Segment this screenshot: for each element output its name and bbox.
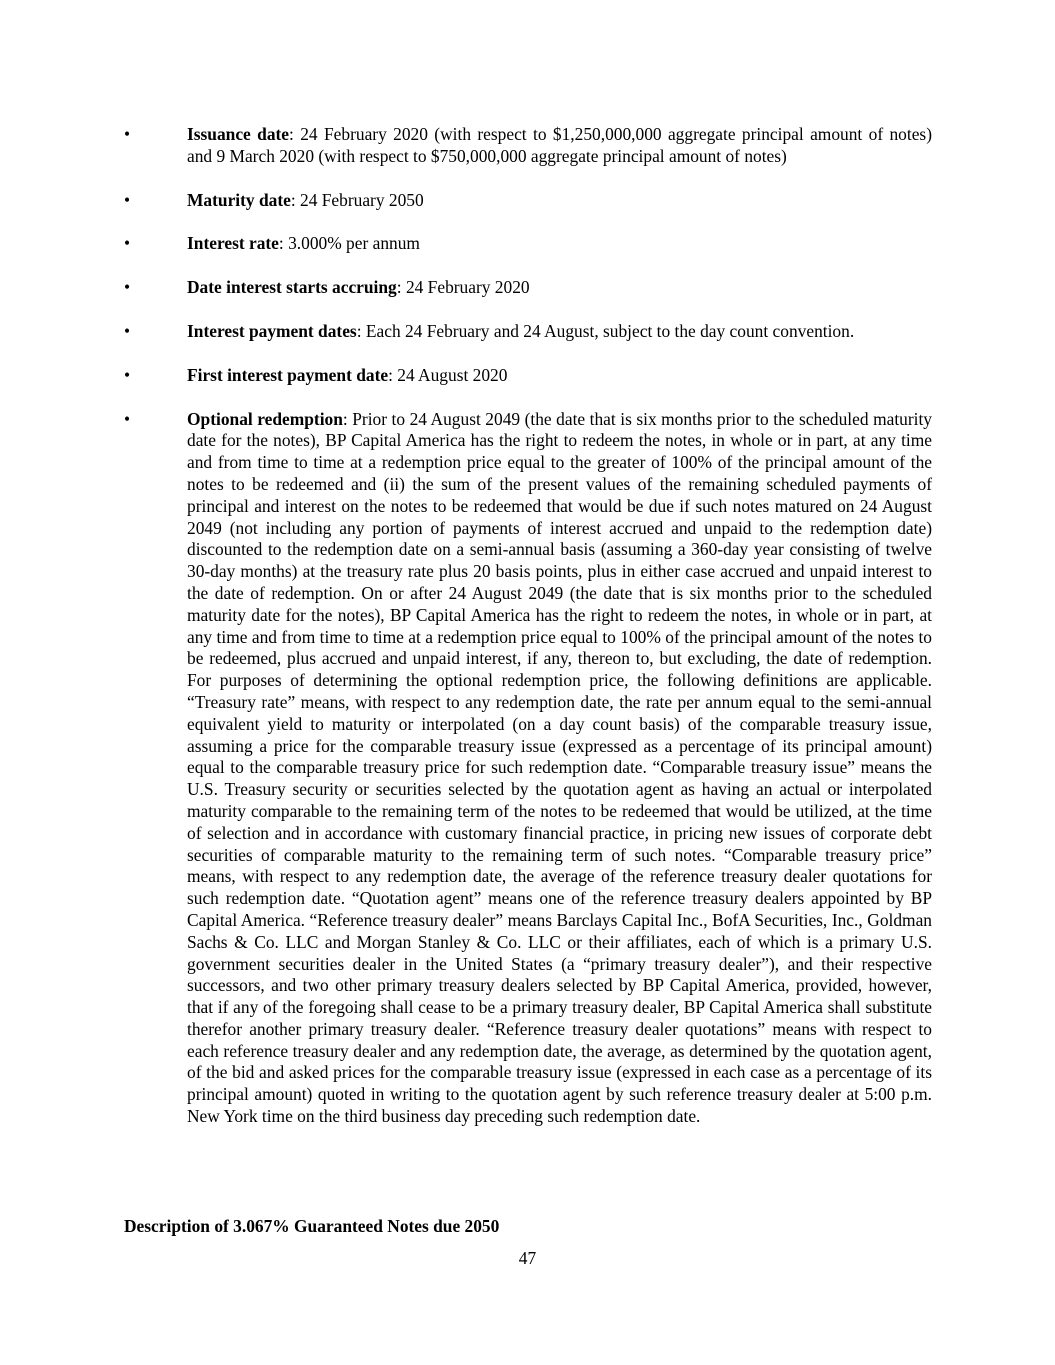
section-heading: Description of 3.067% Guaranteed Notes due 2050 — [124, 1216, 500, 1236]
term-label: Date interest starts accruing — [187, 277, 397, 298]
term-description: : 3.000% per annum — [278, 233, 420, 254]
bullet-icon: • — [124, 233, 131, 254]
list-item-maturity-date — [124, 190, 932, 212]
list-item-accrual-date — [124, 277, 932, 299]
bullet-icon: • — [124, 364, 131, 385]
term-description: : 24 February 2050 — [290, 189, 424, 210]
list-item-interest-rate — [124, 233, 932, 255]
term-description: : 24 August 2020 — [388, 364, 508, 385]
page-number: 47 — [518, 1248, 537, 1268]
term-label: Optional redemption — [187, 408, 343, 429]
list-item-issuance-date — [124, 124, 932, 168]
term-label: First interest payment date — [187, 364, 389, 385]
term-label: Issuance date — [187, 124, 290, 144]
term-description: : Each 24 February and 24 August, subject to the day count convention. — [356, 320, 855, 341]
list-item-optional-redemption — [124, 409, 932, 1128]
term-description: : Prior to 24 August 2049 (the date that is six months prior to the scheduled maturity date for the notes), BP Capital America has the right to redeem the notes, in whole or in part, at any time and from time to time at a redemption price equal to the greater of 100% of the principal amount of the notes to be redeemed and (ii) the sum of the present values of the remaining scheduled payments of principal and interest on the notes to be redeemed that would be due if such notes matured on 24 August 2049 (not including any portion of payments of interest accrued and unpaid to the redemption date) discounted to the redemption date on a semi-annual basis (assuming a 360-day year consisting of twelve 30-day months) at the treasury rate plus 20 basis points, plus in either case accrued and unpaid interest to the date of redemption. On or after 24 August 2049 (the date that is six months prior to the scheduled maturity date for the notes), BP Capital America has the right to redeem the notes, in whole or in part, at any time and from time to time at a redemption price equal to 100% of the principal amount of the notes to be redeemed, plus accrued and unpaid interest, if any, thereon to, but excluding, the date of redemption. For purposes of determining the optional redemption price, the following definitions are applicable. “Treasury rate” means, with respect to any redemption date, the rate per annum equal to the semi-annual equivalent yield to maturity or interpolated (on a day count basis) of the comparable treasury issue, assuming a price for the comparable treasury issue (expressed as a percentage of its principal amount) equal to the comparable treasury price for such redemption date. “Comparable treasury issue” means the U.S. Treasury security or securities selected by the quotation agent as having an actual or interpolated maturity comparable to the remaining term of the notes to be redeemed that would be utilized, at the time of selection and in accordance with customary financial practice, in pricing new issues of corporate debt securities of comparable maturity to the remaining term of such notes. “Comparable treasury price” means, with respect to any redemption date, the average of the reference treasury dealer quotations for such redemption date. “Quotation agent” means one of the reference treasury dealers appointed by BP Capital America. “Reference treasury dealer” means Barclays Capital Inc., BofA Securities, Inc., Goldman Sachs & Co. LLC and Morgan Stanley & Co. LLC or their affiliates, each of which is a primary U.S. government securities dealer in the United States (a “primary treasury dealer”), and their respective successors, and two other primary treasury dealers selected by BP Capital America, provided, however, that if any of the foregoing shall cease to be a primary treasury dealer, BP Capital America shall substitute therefor another primary treasury dealer. “Reference treasury dealer quotations” means with respect to each reference treasury dealer and any redemption date, the average, as determined by the quotation agent, of the bid and asked prices for the comparable treasury issue (expressed in each case as a percentage of its principal amount) quoted in writing to the quotation agent by such reference treasury dealer at 5:00 p.m. New York time on the third business day preceding such redemption date. — [187, 408, 932, 1127]
bullet-icon: • — [124, 277, 131, 298]
note-terms-list — [124, 124, 932, 1150]
bullet-icon: • — [124, 408, 131, 429]
term-description: : 24 February 2020 (with respect to $1,250,000,000 aggregate principal amount of notes) and 9 March 2020 (with respect to $750,000,000 aggregate principal amount of notes) — [187, 124, 932, 166]
list-item-first-interest-payment-date — [124, 365, 932, 387]
term-label: Interest rate — [187, 233, 279, 254]
list-item-interest-payment-dates — [124, 321, 932, 343]
bullet-icon: • — [124, 320, 131, 341]
term-label: Interest payment dates — [187, 320, 357, 341]
bullet-icon: • — [124, 189, 131, 210]
bullet-icon: • — [124, 124, 131, 144]
term-label: Maturity date — [187, 189, 291, 210]
term-description: : 24 February 2020 — [396, 277, 530, 298]
